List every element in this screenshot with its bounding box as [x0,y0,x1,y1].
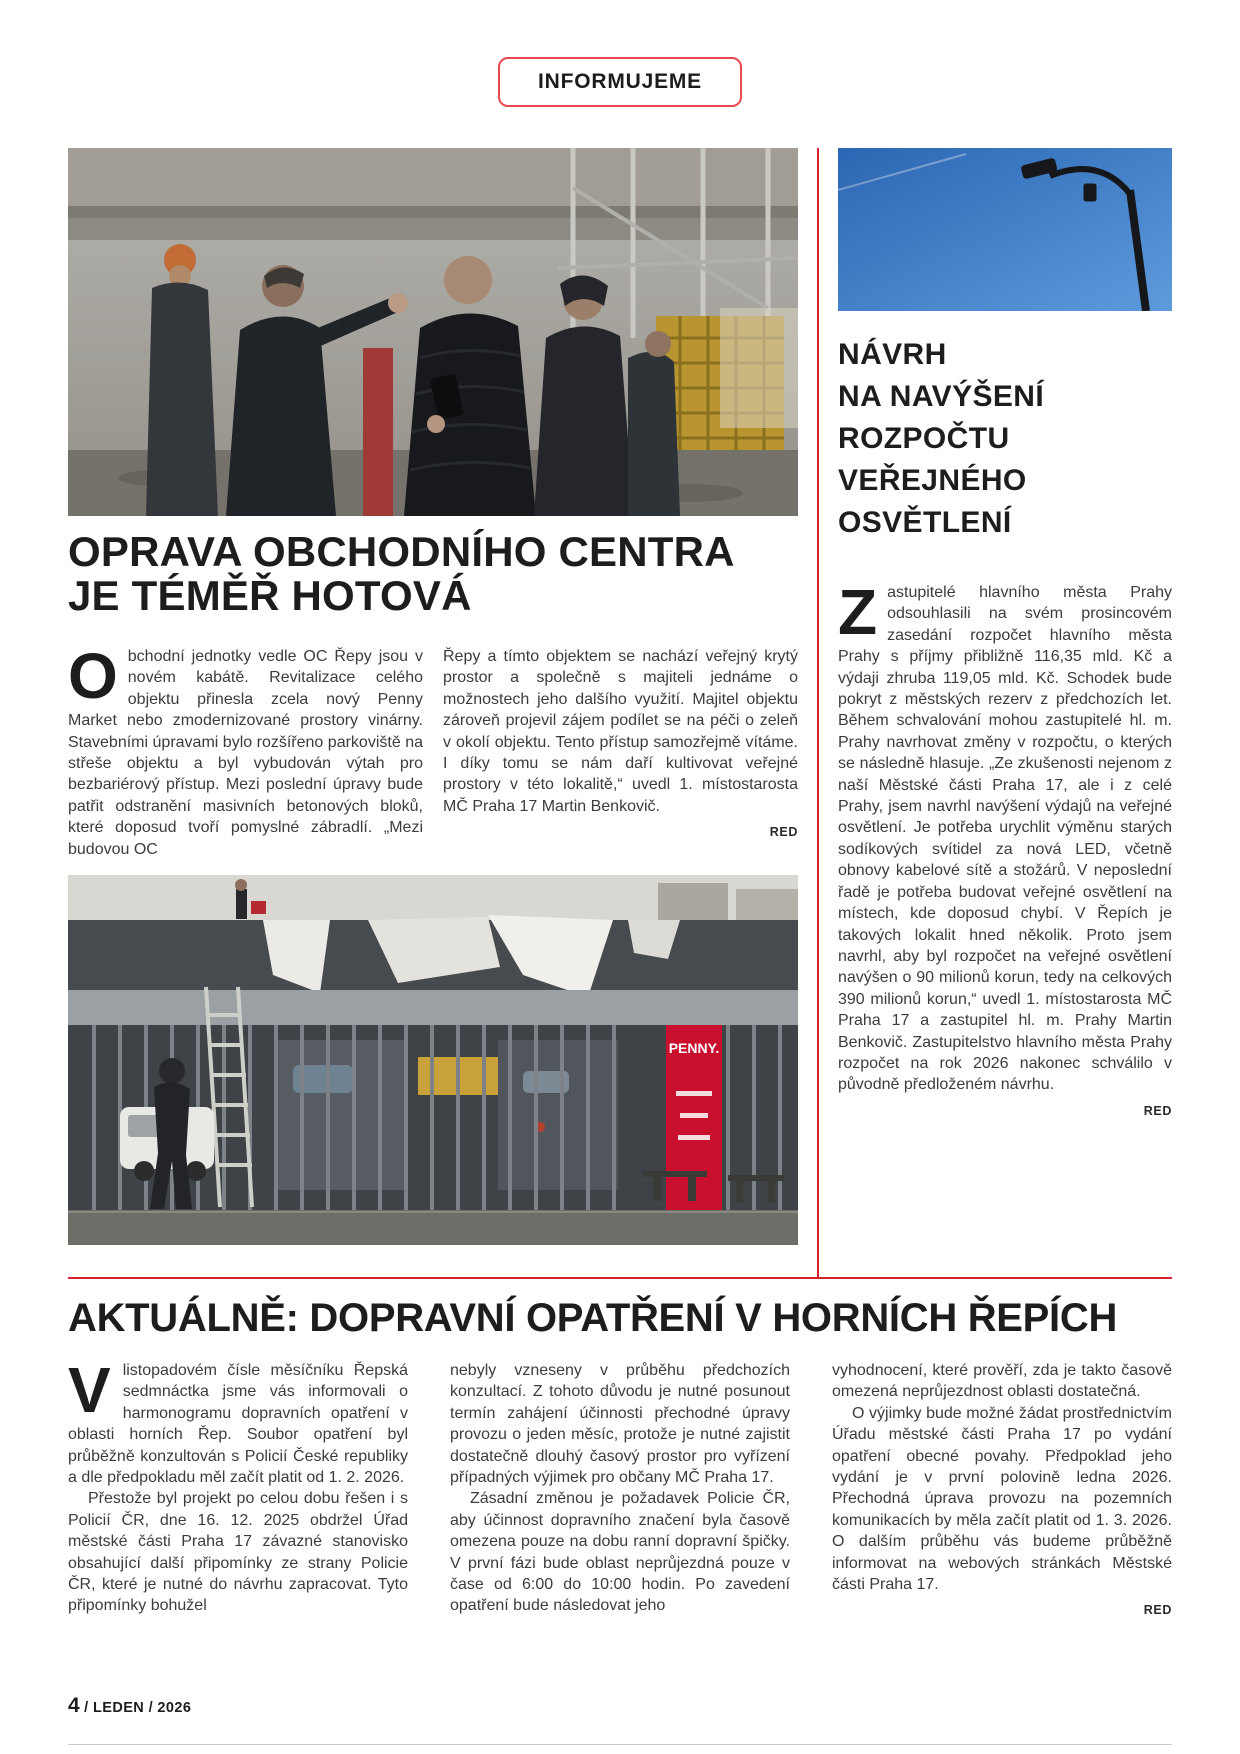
drop-cap: V [68,1354,111,1426]
headline-line: VEŘEJNÉHO [838,464,1027,497]
paragraph: vyhodnocení, které prověří, zda je takto časově omezená neprůjezdnost oblasti dostatečná. [832,1362,1172,1401]
headline-doprava: AKTUÁLNĚ: DOPRAVNÍ OPATŘENÍ V HORNÍCH ŘEPÍCH [68,1296,1118,1340]
body-column-1 [68,640,423,860]
paragraph: astupitelé hlavního města Prahy odsouhlasili na svém prosincovém zasedání rozpočet hlavního města Prahy s příjmy přibližně 116,35 mld. Kč a výdaji zhruba 119,05 mld. Kč. Schodek bude pokryt z městských rezerv z předchozích let. Během schvalování mohou zastupitelé hl. m. Prahy navrhovat změny v rozpočtu, o kterých se následně hlasuje. „Ze zkušenosti nejenom z naší Městské části Praha 17, ale i z celé Prahy, jsem navrhl navýšení výdajů na veřejné osvětlení. Je potřeba urychlit výměnu starých sodíkových svítidel za nová LED, včetně obnovy kabelové sítě a stožárů. V neposlední řadě je potřeba budovat veřejné osvětlení na místech, kde doposud chybí. V Řepích je takových lokalit hned několik. Proto jsem navrhl, aby byl rozpočet na veřejné osvětlení navýšen o 90 milionů korun, tedy na celkových 390 milionů korun,“ uvedl 1. místostarosta MČ Praha 17 a zastupitel hl. m. Prahy Martin Benkovič. Zastupitelstvo hlavního města Prahy rozpočet na rok 2026 nakonec schválilo v původně předloženém návrhu. [838,584,1172,1094]
byline: RED [1143,1603,1172,1618]
headline-oc-repair [68,530,798,618]
page-footer [68,1694,191,1718]
vertical-divider [817,148,819,1278]
headline-line: NÁVRH [838,338,947,371]
paragraph: O výjimky bude možné žádat prostřednictvím Úřadu městské části Praha 17 po vydání opatření obecné povahy. Předpoklad jeho vydání je v první polovině ledna 2026. Přechodná úprava provozu na pozemních komunikacích by měla začít platit od 1. 3. 2026. O dalším průběhu vás budeme průběžně informovat na webových stránkách Městské části Praha 17. [832,1404,1172,1594]
horizontal-divider [68,1277,1172,1279]
article-doprava-body [68,1354,1172,1622]
paragraph: listopadovém čísle měsíčníku Řepská sedmnáctka jsme vás informovali o harmonogramu dopravních opatření v oblasti horních Řep. Soubor opatření byl průběžně konzultován s Policií České republiky a dle předpokladu měl začít platit od 1. 2. 2026. [68,1362,408,1487]
drop-cap: O [68,640,118,712]
page-number: 4 [68,1694,80,1717]
article-osvetleni-body [838,576,1172,1122]
penny-store-photo [68,875,798,1245]
headline-osvetleni [838,334,1172,544]
headline-line: OSVĚTLENÍ [838,506,1012,539]
headline-line: NA NAVÝŠENÍ [838,380,1045,413]
body-column-2 [450,1360,790,1622]
paragraph: Zásadní změnou je požadavek Policie ČR, aby účinnost dopravního značení byla časově omezena pouze na dobu ranní dopravní špičky. V první fázi bude oblast neprůjezdná pouze v čase od 6:00 do 10:00 hodin. Po zavedení opatření bude následovat jeho [450,1490,790,1615]
paragraph: bchodní jednotky vedle OC Řepy jsou v novém kabátě. Revitalizace celého objektu přinesla zcela nový Penny Market nebo zmodernizované prostory vinárny. Stavebními úpravami bylo rozšířeno parkoviště na střeše objektu a byl vybudován výtah pro bezbariérový přístup. Mezi poslední úpravy bude patřit odstranění masivních betonových bloků, které doposud tvoří pomyslné zábradlí. „Mezi budovou OC [68,648,423,858]
byline: RED [769,825,798,840]
body-column-2 [443,646,798,860]
body-column-1 [68,1354,408,1622]
issue-label: / LEDEN / 2026 [84,1700,192,1716]
construction-site-photo [68,148,798,516]
footer-divider [68,1744,1172,1745]
headline-line: JE TÉMĚŘ HOTOVÁ [68,572,472,619]
paragraph: Přestože byl projekt po celou dobu řešen i s Policií ČR, dne 16. 12. 2025 obdržel Úřad městské části Praha 17 závazné stanovisko obsahující další připomínky ze strany Policie ČR, které je nutné do návrhu zapracovat. Tyto připomínky bohužel [68,1490,408,1615]
body-column-3 [832,1360,1172,1622]
headline-line: OPRAVA OBCHODNÍHO CENTRA [68,528,735,575]
drop-cap: Z [838,576,878,648]
byline: RED [1143,1103,1172,1118]
article-oc-body [68,640,798,860]
headline-line: ROZPOČTU [838,422,1010,455]
street-lamp-photo [838,148,1172,311]
paragraph: Řepy a tímto objektem se nachází veřejný krytý prostor a společně s majiteli jednáme o možnostech jeho dalšího využití. Majitel objektu zároveň projevil zájem podílet se na péči o zeleň v okolí objektu. Tento přístup samozřejmě vítáme. I díky tomu se nám daří kultivovat veřejné prostory v této lokalitě,“ uvedl 1. místostarosta MČ Praha 17 Martin Benkovič. [443,648,798,815]
section-badge: INFORMUJEME [498,57,742,107]
paragraph: nebyly vzneseny v průběhu předchozích konzultací. Z tohoto důvodu je nutné posunout termín zahájení účinnosti přechodné úpravy provozu o jeden měsíc, protože je nutné zajistit dostatečně dlouhý časový prostor pro vyřízení případných výjimek pro občany MČ Praha 17. [450,1362,790,1487]
penny-sign-text: PENNY. [668,1040,720,1056]
